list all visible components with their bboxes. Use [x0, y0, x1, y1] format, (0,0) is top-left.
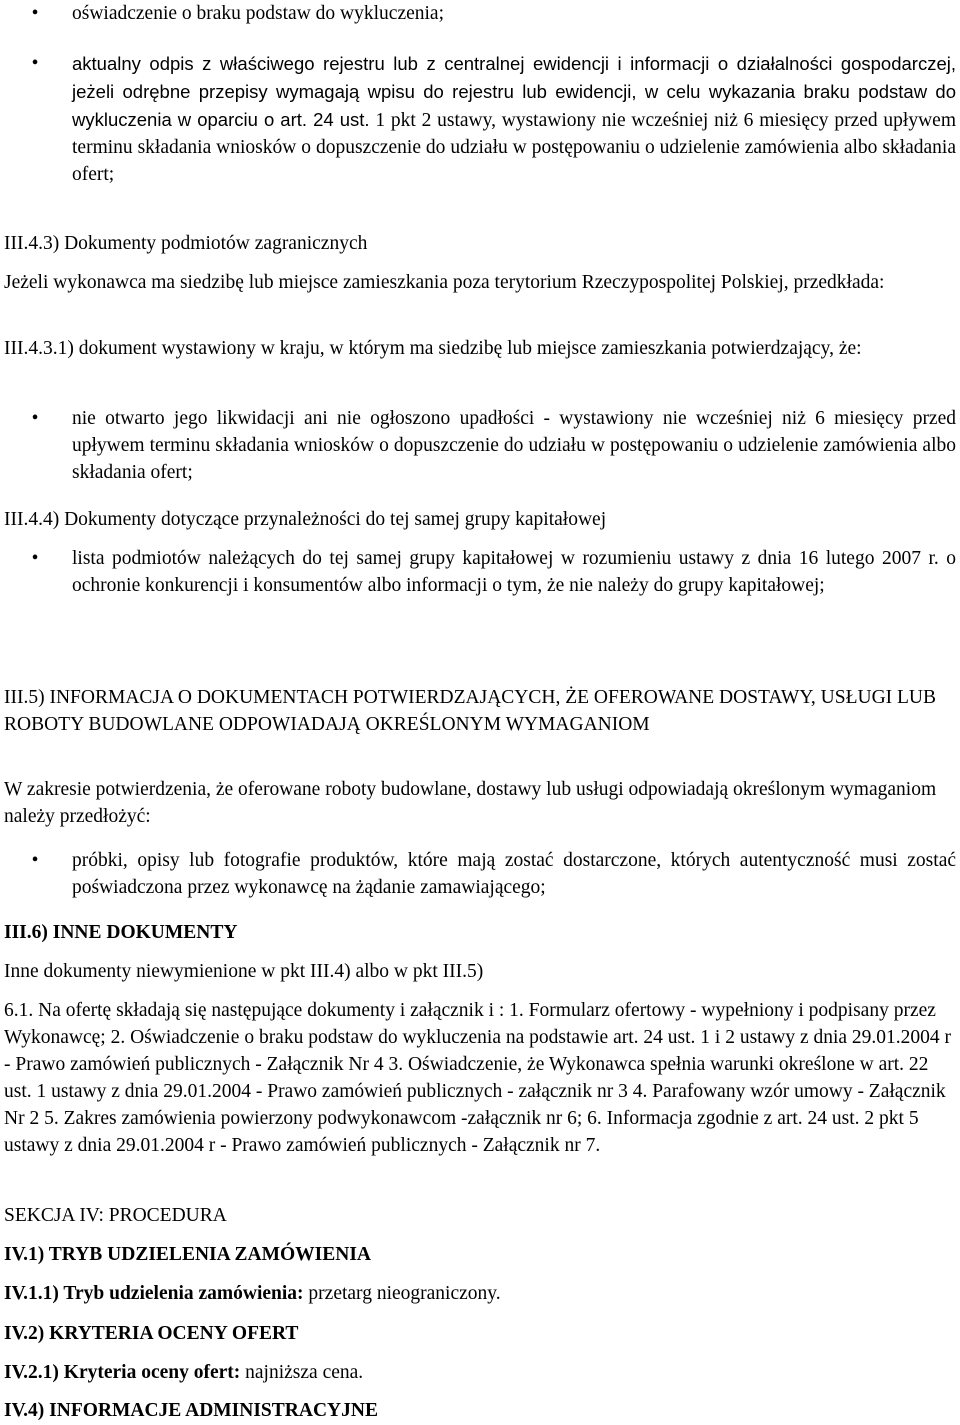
bullet-marker: •	[31, 548, 39, 569]
bullet-item-samples: próbki, opisy lub fotografie produktów, które mają zostać dostarczone, których autentyczność musi zostać poświadczona przez wykonawcę na żądanie zamawiającego;	[72, 850, 956, 898]
bullet-marker: •	[31, 53, 39, 74]
bullet-item-capital-group: lista podmiotów należących do tej samej grupy kapitałowej w rozumieniu ustawy z dnia 16 lutego 2007 r. o ochronie konkurencji i konsumentów albo informacji o tym, że nie należy do grupy kapitałowej;	[72, 548, 956, 596]
paragraph-iii-4-3-1: III.4.3.1) dokument wystawiony w kraju, w którym ma siedzibę lub miejsce zamieszkania potwierdzający, że:	[4, 338, 862, 359]
heading-iii-4-4: III.4.4) Dokumenty dotyczące przynależności do tej samej grupy kapitałowej	[4, 509, 607, 530]
bullet-item-liquidation: nie otwarto jego likwidacji ani nie ogłoszono upadłości - wystawiony nie wcześniej niż 6 miesięcy przed upływem terminu składania wniosków o dopuszczenie do udziału w postępowaniu o udzielenie zamówienia albo składania ofert;	[72, 408, 956, 483]
heading-iv-1: IV.1) TRYB UDZIELENIA ZAMÓWIENIA	[4, 1244, 372, 1265]
paragraph-6-1: 6.1. Na ofertę składają się następujące dokumenty i załącznik i : 1. Formularz ofertowy - wypełniony i podpisany przez Wykonawcę; 2. Oświadczenie o braku podstaw do wykluczenia na podstawie art. 24 ust. 1 i 2 ustawy z dnia 29.01.2004 r - Prawo zamówień publicznych - Załącznik Nr 4 3. Oświadczenie, że Wykonawca spełnia warunki określone w art. 22 ust. 1 ustawy z dnia 29.01.2004 - Prawo zamówień publicznych - załącznik nr 3 4. Parafowany wzór umowy - Załącznik Nr 2 5. Zakres zamówienia powierzony podwykonawcom -załącznik nr 6; 6. Informacja zgodnie z art. 24 ust. 2 pkt 5 ustawy z dnia 29.01.2004 r - Prawo zamówień publicznych - Załącznik nr 7.	[4, 1000, 952, 1156]
value-iv-1-1: przetarg nieograniczony.	[303, 1283, 501, 1304]
line-iv-1-1	[4, 1280, 956, 1307]
heading-iv-4: IV.4) INFORMACJE ADMINISTRACYJNE	[4, 1400, 378, 1421]
paragraph-iii-6: Inne dokumenty niewymienione w pkt III.4) albo w pkt III.5)	[4, 961, 484, 982]
bullet-marker: •	[31, 850, 39, 871]
line-iv-2-1	[4, 1359, 956, 1386]
value-iv-2-1: najniższa cena.	[240, 1362, 364, 1383]
label-iv-2-1: IV.2.1) Kryteria oceny ofert:	[4, 1362, 241, 1383]
section-iv-title: SEKCJA IV: PROCEDURA	[4, 1205, 227, 1226]
heading-iii-4-3: III.4.3) Dokumenty podmiotów zagranicznych	[4, 233, 368, 254]
paragraph-iii-5: W zakresie potwierdzenia, że oferowane roboty budowlane, dostawy lub usługi odpowiadają określonym wymaganiom należy przedłożyć:	[4, 779, 937, 827]
bullet-marker: •	[31, 3, 39, 24]
heading-iii-6: III.6) INNE DOKUMENTY	[4, 922, 238, 943]
bullet-item-register-extract	[72, 50, 956, 188]
heading-iv-2: IV.2) KRYTERIA OCENY OFERT	[4, 1323, 299, 1344]
register-extract-text-b: 1 pkt 2 ustawy, wystawiony nie wcześniej niż 6 miesięcy przed upływem terminu składania wniosków o dopuszczenie do udziału w postępowaniu o udzielenie zamówienia albo składania ofert;	[72, 110, 956, 185]
bullet-item-exclusion-statement: oświadczenie o braku podstaw do wykluczenia;	[72, 3, 445, 24]
register-extract-text-a: aktualny odpis z właściwego rejestru lub z centralnej ewidencji i informacji o działalności gospodarczej, jeżeli odrębne przepisy wymagają wpisu do rejestru lub ewidencji, w celu wykazania braku podstaw do wykluczenia w oparciu o art. 24 ust.	[72, 53, 956, 130]
heading-iii-5: III.5) INFORMACJA O DOKUMENTACH POTWIERDZAJĄCYCH, ŻE OFEROWANE DOSTAWY, USŁUGI LUB ROBOTY BUDOWLANE ODPOWIADAJĄ OKREŚLONYM WYMAGANIOM	[4, 687, 937, 735]
label-iv-1-1: IV.1.1) Tryb udzielenia zamówienia:	[4, 1283, 304, 1304]
paragraph-iii-4-3: Jeżeli wykonawca ma siedzibę lub miejsce zamieszkania poza terytorium Rzeczypospolitej Polskiej, przedkłada:	[4, 272, 885, 293]
bullet-marker: •	[31, 408, 39, 429]
